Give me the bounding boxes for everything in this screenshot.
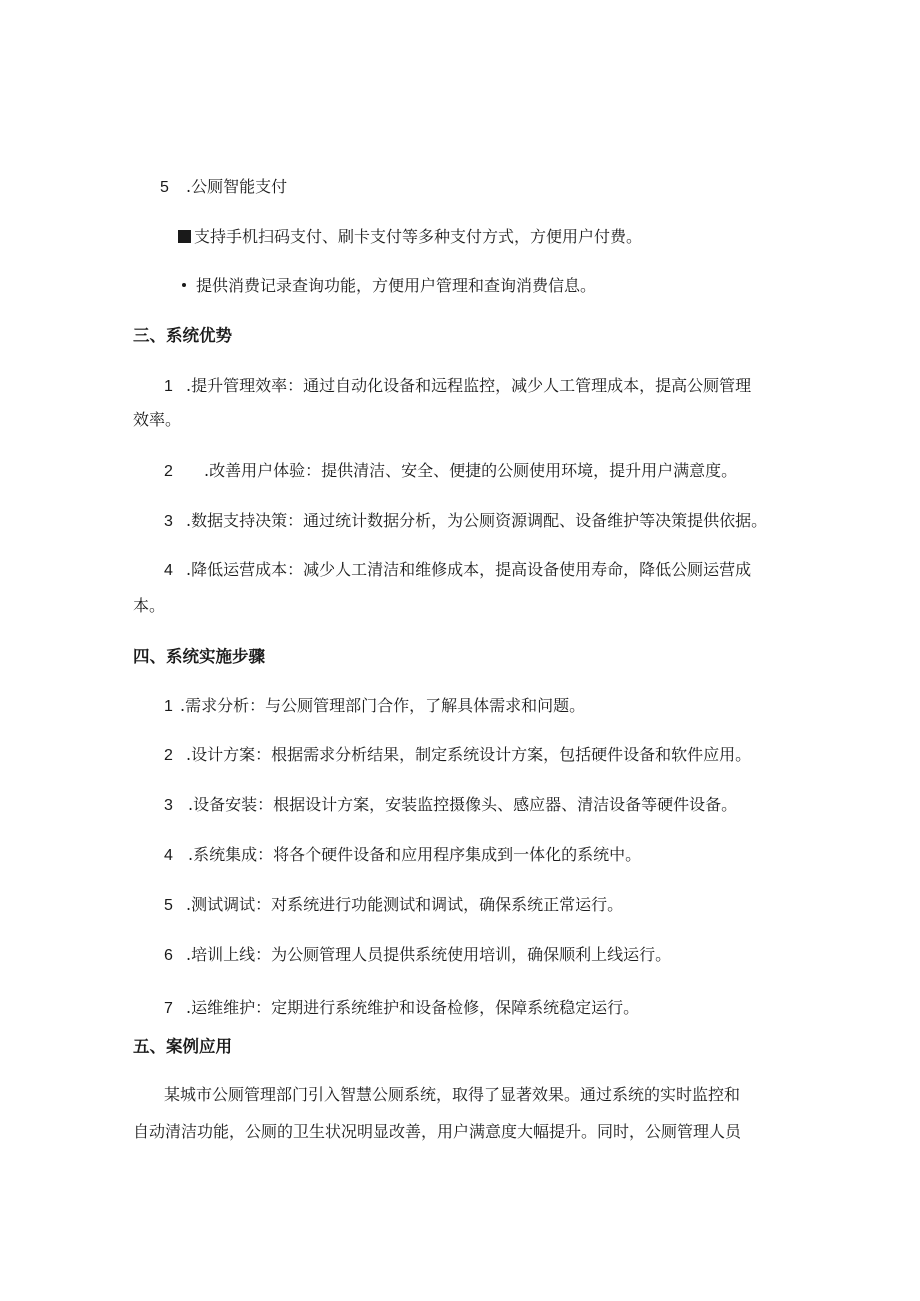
item-text: .培训上线：为公厕管理人员提供系统使用培训，确保顺利上线运行。 [186, 945, 672, 964]
item-number: 6 [164, 947, 173, 964]
payment-bullet-1 [178, 225, 642, 249]
item-text: .公厕智能支付 [186, 177, 288, 196]
step-item-1 [164, 694, 585, 719]
case-paragraph-line-1: 某城市公厕管理部门引入智慧公厕系统，取得了显著效果。通过系统的实时监控和 [164, 1085, 741, 1104]
step-item-2 [164, 743, 751, 768]
section-heading-implementation: 四、系统实施步骤 [133, 647, 265, 666]
payment-bullet-2 [182, 274, 596, 298]
bullet-text: 支持手机扫码支付、刷卡支付等多种支付方式，方便用户付费。 [194, 227, 643, 246]
item-number: 3 [164, 797, 173, 814]
item-text: .系统集成：将各个硬件设备和应用程序集成到一体化的系统中。 [188, 845, 642, 864]
item-text: .数据支持决策：通过统计数据分析，为公厕资源调配、设备维护等决策提供依据。 [186, 511, 768, 530]
step-item-3 [164, 793, 737, 818]
item-number: 1 [164, 378, 173, 395]
square-bullet-icon [178, 230, 191, 243]
item-text: .需求分析：与公厕管理部门合作，了解具体需求和问题。 [180, 696, 586, 715]
advantage-item-4-continued: 本。 [133, 596, 166, 615]
item-number: 2 [164, 463, 173, 480]
item-text: .设计方案：根据需求分析结果，制定系统设计方案，包括硬件设备和软件应用。 [186, 745, 752, 764]
advantage-item-3 [164, 509, 767, 534]
item-number: 4 [164, 847, 173, 864]
step-item-7 [164, 996, 639, 1021]
section-heading-case-study: 五、案例应用 [133, 1037, 232, 1056]
section-heading-advantages: 三、系统优势 [133, 326, 232, 345]
step-item-5 [164, 893, 623, 918]
dot-bullet-icon [182, 283, 186, 287]
item-number: 5 [164, 897, 173, 914]
item-number: 3 [164, 513, 173, 530]
step-item-6 [164, 943, 671, 968]
item-text: .改善用户体验：提供清洁、安全、便捷的公厕使用环境，提升用户满意度。 [204, 461, 738, 480]
item-number: 1 [164, 698, 173, 715]
item-text: .降低运营成本：减少人工清洁和维修成本，提高设备使用寿命，降低公厕运营成 [186, 560, 752, 579]
payment-item-title [160, 175, 287, 200]
advantage-item-2 [164, 459, 737, 484]
advantage-item-1-continued: 效率。 [133, 410, 182, 429]
bullet-text: 提供消费记录查询功能，方便用户管理和查询消费信息。 [196, 276, 597, 295]
case-paragraph-line-2: 自动清洁功能，公厕的卫生状况明显改善，用户满意度大幅提升。同时，公厕管理人员 [133, 1122, 742, 1141]
advantage-item-4 [164, 558, 751, 583]
item-number: 4 [164, 562, 173, 579]
item-text: .设备安装：根据设计方案，安装监控摄像头、感应器、清洁设备等硬件设备。 [188, 795, 738, 814]
item-number: 7 [164, 1000, 173, 1017]
item-text: .运维维护：定期进行系统维护和设备检修，保障系统稳定运行。 [186, 998, 640, 1017]
item-text: .提升管理效率：通过自动化设备和远程监控，减少人工管理成本，提高公厕管理 [186, 376, 752, 395]
step-item-4 [164, 843, 641, 868]
item-text: .测试调试：对系统进行功能测试和调试，确保系统正常运行。 [186, 895, 624, 914]
item-number: 5 [160, 179, 169, 196]
item-number: 2 [164, 747, 173, 764]
advantage-item-1 [164, 374, 751, 399]
